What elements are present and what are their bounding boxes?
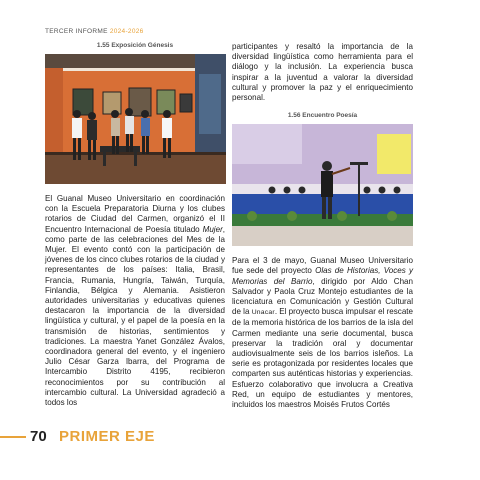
left-column — [45, 42, 225, 408]
footer-accent-line — [0, 436, 26, 438]
text-run: , como parte de las celebraciones del Mes de la Mujer. El evento contó con la participación de jóvenes de los cinco clubes rotarios de la ciudad y representantes de los países: Italia, Brasil, Francia, Rumania, Hungría, Taiwán, Turquía, Finlandia, Bélgica y Alemania. Asistieron autoridades universitarias y educativas quienes destacaron la importancia de la diversidad lingüística y cultural, y el papel de la poesía en la transmisión de historias, sentimientos y tradiciones. La maestra Yanet González Ávalos, coordinadora general del evento, y el ingeniero Julio César Garza Ibarra, del Programa de Intercambio Distrito 4195, recibieron reconocimientos por su contribución al intercambio cultural. La Universidad agradeció a todos los — [45, 224, 225, 408]
figure-caption-exposicion: 1.55 Exposición Génesis — [96, 42, 174, 49]
text-run: , dirigido por Aldo Chan Salvador y Paola Cruz Montejo estudiantes de la licenciatura en Comunicación y Gestión Cultural de la — [232, 276, 414, 317]
italic-title-mujer: Mujer — [202, 224, 223, 234]
paragraph-encuentro-poesia — [45, 194, 225, 408]
text-run: Para el 3 de mayo, Guanal Museo Universitario fue sede del proyecto — [232, 256, 413, 276]
photo-encuentro-poesia — [232, 124, 413, 246]
italic-project-title: Olas de Historias, Voces y Memorias del Barrio — [232, 266, 413, 286]
section-title: PRIMER EJE — [59, 428, 155, 445]
text-run: . El proyecto busca impulsar el rescate de la memoria histórica de los barrios de la isla del Carmen mediante una serie documental, busca preservar la tradición oral y documentar audiovisualmente seis de los barrios isleños. La serie es protagonizada por residentes locales que comparten sus auténticas historias y experiencias. Esfuerzo colaborativo que involucra a Creativa Red, un equipo de estudiantes y mentores, incluidos los maestros Moisés Frutos Cortés — [232, 307, 414, 410]
right-column — [232, 42, 413, 410]
header-years: 2024-2026 — [109, 28, 144, 35]
page-number: 70 — [30, 428, 47, 445]
photo-exposicion-genesis — [45, 54, 226, 184]
smallcaps-unacar: Unacar — [251, 309, 275, 317]
header-label: TERCER INFORME — [45, 28, 108, 35]
running-header — [45, 28, 144, 35]
paragraph-continuation: participantes y resaltó la importancia de la diversidad lingüística como herramienta para el diálogo y la inclusión. La experiencia busca inspirar a la juventud a valorar la diversidad cultural y promover la paz y el enriquecimiento personal. — [232, 42, 413, 103]
figure-caption-poesia: 1.56 Encuentro Poesía — [287, 112, 358, 120]
text-run: El Guanal Museo Universitario en coordinación con la Escuela Preparatoria Diurna y los clubes rotarios de Ciudad del Carmen, organizó el II Encuentro Internacional de Poesía titulado — [45, 194, 225, 234]
paragraph-olas-de-historias — [232, 256, 413, 410]
